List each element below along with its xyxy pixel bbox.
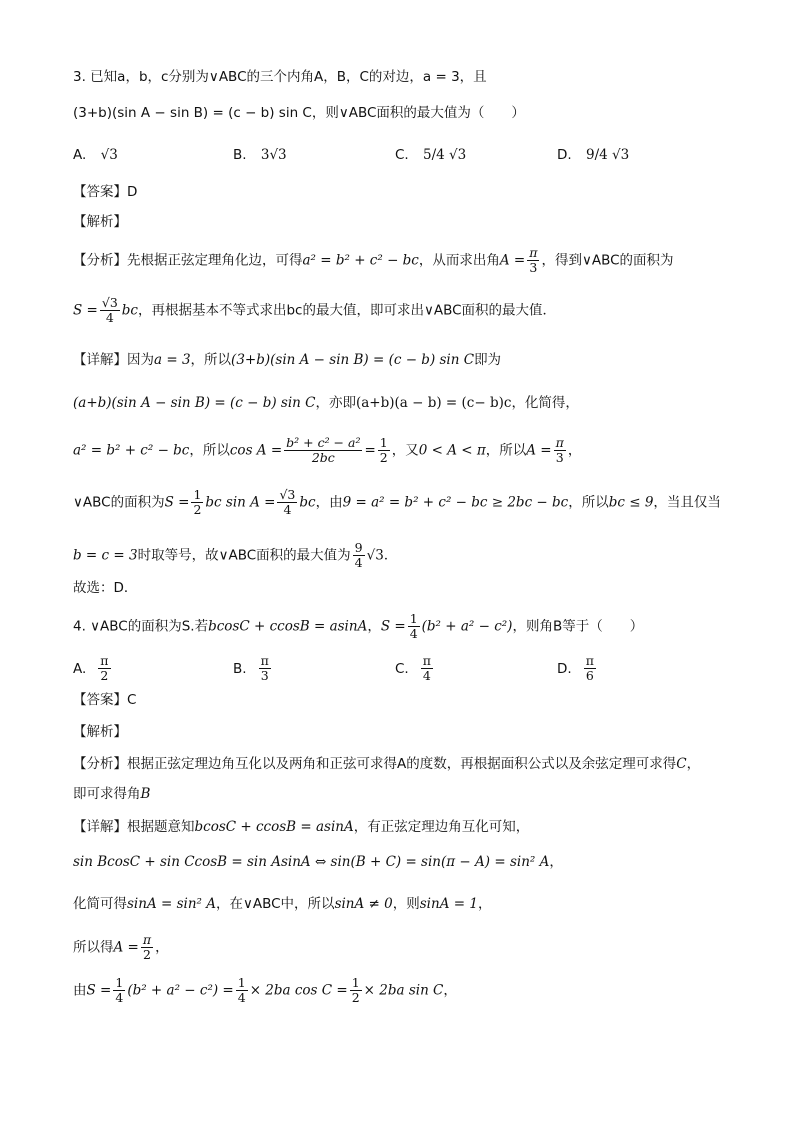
q3-xiangjie-line1: 【详解】因为a = 3，所以(3+b)(sin A − sin B) = (c − b) sin C即为 bbox=[73, 352, 502, 368]
q4-fenxi-line2: 即可求得角B bbox=[73, 786, 151, 802]
option-value: 9/4 √3 bbox=[585, 147, 630, 163]
q4-fenxi-line1: 【分析】根据正弦定理边角互化以及两角和正弦可求得A的度数，再根据面积公式以及余弦定理可求得C， bbox=[73, 756, 701, 772]
option-label: A. bbox=[73, 660, 87, 677]
q4-xiangjie-line1: 【详解】根据题意知bcosC + ccosB = asinA，有正弦定理边角互化可知， bbox=[73, 819, 530, 835]
q3-answer: 【答案】D bbox=[73, 184, 138, 200]
q4-stem: 4. ∨ABC的面积为S.若bcosC + ccosB = asinA，S = $\frac{1}{4}$ (b² + a² − c²)，则角B等于（ ） bbox=[73, 611, 644, 641]
option-value: √3 bbox=[100, 147, 118, 163]
q4-xiangjie-line4: 所以得A = $\frac{\pi}{2}$ ， bbox=[73, 932, 169, 962]
q4-option-a: A. $\frac{\pi}{2}$ bbox=[73, 653, 109, 683]
q4-option-d: D. $\frac{\pi}{6}$ bbox=[557, 653, 594, 683]
option-label: C. bbox=[395, 147, 409, 163]
option-label: C. bbox=[395, 660, 409, 677]
q3-xiangjie-line4: ∨ABC的面积为S = $\frac{1}{2}$ bc sin A = $\frac{√3}{4}$ bc，由9 = a² = b² + c² − bc ≥ 2bc − bc，所以bc ≤ 9，当且仅当 bbox=[73, 487, 721, 517]
q4-xiangjie-line2: sin BcosC + sin CcosB = sin AsinA ⇔ sin(B + C) = sin(π − A) = sin² A， bbox=[73, 854, 563, 870]
q3-xiangjie-line3: a² = b² + c² − bc，所以cos A = $\frac{\text{b² + c² − a²}}{2bc}$ = $\frac{1}{2}$ ，又0 < A < π，所以A = $\frac{\pi}{3}$ ， bbox=[73, 435, 582, 465]
option-label: A. bbox=[73, 147, 87, 163]
q4-option-b: B. $\frac{\pi}{3}$ bbox=[233, 653, 269, 683]
q3-fenxi-line2: S = $\frac{√3}{4}$ bc，再根据基本不等式求出bc的最大值，即可求出∨ABC面积的最大值． bbox=[73, 295, 557, 325]
q4-analysis-heading: 【解析】 bbox=[73, 724, 127, 740]
q3-option-b bbox=[233, 145, 287, 165]
q3-choose: 故选：D． bbox=[73, 580, 138, 596]
q4-xiangjie-line3: 化简可得sinA = sin² A，在∨ABC中，所以sinA ≠ 0，则sinA = 1， bbox=[73, 896, 492, 912]
q3-xiangjie-line5: b = c = 3时取等号，故∨ABC面积的最大值为 $\frac{9}{4}$ √3． bbox=[73, 540, 398, 570]
q3-option-c bbox=[395, 145, 466, 165]
option-label: D. bbox=[557, 660, 572, 677]
q3-xiangjie-line2: (a+b)(sin A − sin B) = (c − b) sin C，亦即(a+b)(a − b) = (c− b)c，化简得， bbox=[73, 395, 579, 411]
option-label: B. bbox=[233, 660, 247, 677]
q3-option-a bbox=[73, 145, 118, 165]
q3-fenxi-line1: 【分析】先根据正弦定理角化边，可得a² = b² + c² − bc，从而求出角A = $\frac{\pi}{3}$ ，得到∨ABC的面积为 bbox=[73, 245, 674, 275]
q3-stem-line2: (3+b)(sin A − sin B) = (c − b) sin C，则∨ABC面积的最大值为（ ） bbox=[73, 105, 525, 121]
q3-analysis-heading: 【解析】 bbox=[73, 214, 127, 230]
option-value: 3√3 bbox=[260, 147, 287, 163]
q3-option-d bbox=[557, 145, 629, 165]
option-value: 5/4 √3 bbox=[423, 147, 467, 163]
q3-stem-line1: 3. 已知a，b，c分别为∨ABC的三个内角A，B，C的对边，a = 3，且 bbox=[73, 69, 487, 85]
option-label: D. bbox=[557, 147, 572, 163]
q4-option-c: C. $\frac{\pi}{4}$ bbox=[395, 653, 431, 683]
option-label: B. bbox=[233, 147, 247, 163]
q4-answer: 【答案】C bbox=[73, 692, 137, 708]
q4-xiangjie-line5: 由S = $\frac{1}{4}$ (b² + a² − c²) = $\frac{1}{4}$ × 2ba cos C = $\frac{1}{2}$ × 2ba sin C， bbox=[73, 975, 457, 1005]
